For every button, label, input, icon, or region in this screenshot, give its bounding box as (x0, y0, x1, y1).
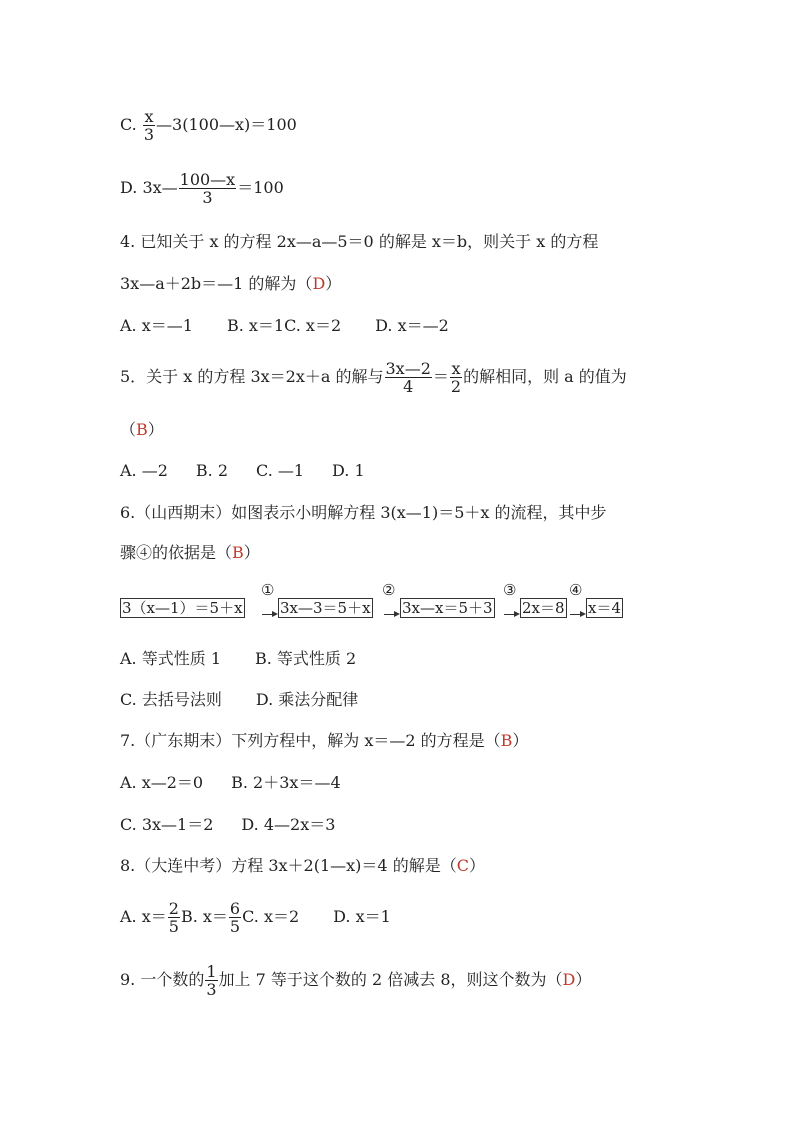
q7-option-b: B. 2＋3x＝—4 (231, 773, 341, 792)
q6-option-c: C. 去括号法则 (120, 690, 222, 709)
flow-step-4: ④ (569, 581, 583, 599)
q8-stem: 8.（大连中考）方程 3x＋2(1—x)＝4 的解是（C） (120, 856, 485, 875)
q8-option-a: A. x＝ (120, 907, 167, 926)
q4-option-d: D. x＝—2 (375, 316, 449, 335)
q3-option-d: D. 3x— $\frac{100—x}{3}$ ＝100 (120, 170, 284, 207)
q3-option-c: C. $\frac{x}{3}$ —3(100—x)＝100 (120, 107, 297, 144)
q4-stem-line1: 4. 已知关于 x 的方程 2x—a—5＝0 的解是 x＝b，则关于 x 的方程 (120, 232, 599, 251)
q8-options (120, 900, 391, 935)
q7-options-row2 (120, 816, 335, 834)
q9-answer: D (562, 970, 576, 989)
fraction: $\frac{100—x}{3}$ (179, 170, 236, 207)
q8-answer: C (456, 856, 469, 875)
arrow-right-icon (570, 606, 586, 616)
q5-option-a: A. —2 (120, 461, 168, 480)
q4-stem-line2: 3x—a＋2b＝—1 的解为（D） (120, 274, 342, 293)
q6-options-row2 (120, 691, 358, 709)
q8-option-b: B. x＝ (180, 907, 228, 926)
q8-option-d: D. x＝1 (333, 907, 391, 926)
flow-box-1: 3（x—1）＝5＋x (122, 599, 243, 617)
q5-stem-line1: 5．关于 x 的方程 3x＝2x＋a 的解与 $\frac{3x—2}{4}$ ＝ $\frac{x}{2}$ 的解相同，则 a 的值为 (120, 359, 627, 396)
flow-box-4: 2x＝8 (522, 599, 565, 617)
flow-box-5: x＝4 (588, 599, 622, 617)
q9-stem: 9. 一个数的 $\frac{1}{3}$ 加上 7 等于这个数的 2 倍减去 8，则这个数为（D） (120, 962, 592, 999)
q5-answer-line: （B） (120, 420, 164, 439)
fraction: $\frac{3x—2}{4}$ (385, 359, 431, 396)
q5-option-c: C. —1 (256, 461, 305, 480)
flow-step-2: ② (382, 581, 396, 599)
fraction: $\frac{x}{2}$ (450, 359, 462, 396)
q7-option-a: A. x—2＝0 (120, 773, 204, 792)
q6-option-b: B. 等式性质 2 (255, 649, 357, 668)
q7-options-row1 (120, 774, 341, 792)
q4-option-b: B. x＝1 (226, 316, 285, 335)
q7-option-c: C. 3x—1＝2 (120, 815, 214, 834)
fraction: $\frac{6}{5}$ (229, 899, 241, 936)
q5-options (120, 462, 365, 480)
q6-stem-line2: 骤④的依据是（B） (120, 543, 260, 562)
flow-box-3: 3x—x＝5＋3 (402, 599, 493, 617)
arrow-right-icon (384, 606, 400, 616)
fraction: $\frac{2}{5}$ (168, 899, 179, 936)
q4-option-a: A. x＝—1 (120, 316, 193, 335)
flow-box-2: 3x—3＝5＋x (280, 599, 371, 617)
fraction: $\frac{1}{3}$ (206, 962, 217, 999)
q7-answer: B (500, 731, 513, 750)
flow-step-3: ③ (503, 581, 517, 599)
q6-options-row1 (120, 650, 356, 668)
q4-option-c: C. x＝2 (284, 316, 342, 335)
q4-options (120, 317, 449, 335)
q7-option-d: D. 4—2x＝3 (241, 815, 336, 834)
q4-answer: D (312, 274, 326, 293)
q8-option-c: C. x＝2 (242, 907, 300, 926)
q6-option-d: D. 乘法分配律 (255, 690, 359, 709)
q7-stem: 7.（广东期末）下列方程中，解为 x＝—2 的方程是（B） (120, 731, 529, 750)
q6-option-a: A. 等式性质 1 (120, 649, 221, 668)
arrow-right-icon (504, 606, 520, 616)
q5-option-d: D. 1 (332, 461, 365, 480)
fraction: $\frac{x}{3}$ (143, 107, 155, 144)
q5-option-b: B. 2 (195, 461, 229, 480)
flow-step-1: ① (261, 581, 275, 599)
q5-answer: B (136, 420, 148, 439)
q6-answer: B (232, 543, 244, 562)
arrow-right-icon (262, 606, 278, 616)
q6-stem-line1: 6.（山西期末）如图表示小明解方程 3(x—1)＝5＋x 的流程，其中步 (120, 503, 607, 522)
q6-flowchart (120, 581, 630, 620)
